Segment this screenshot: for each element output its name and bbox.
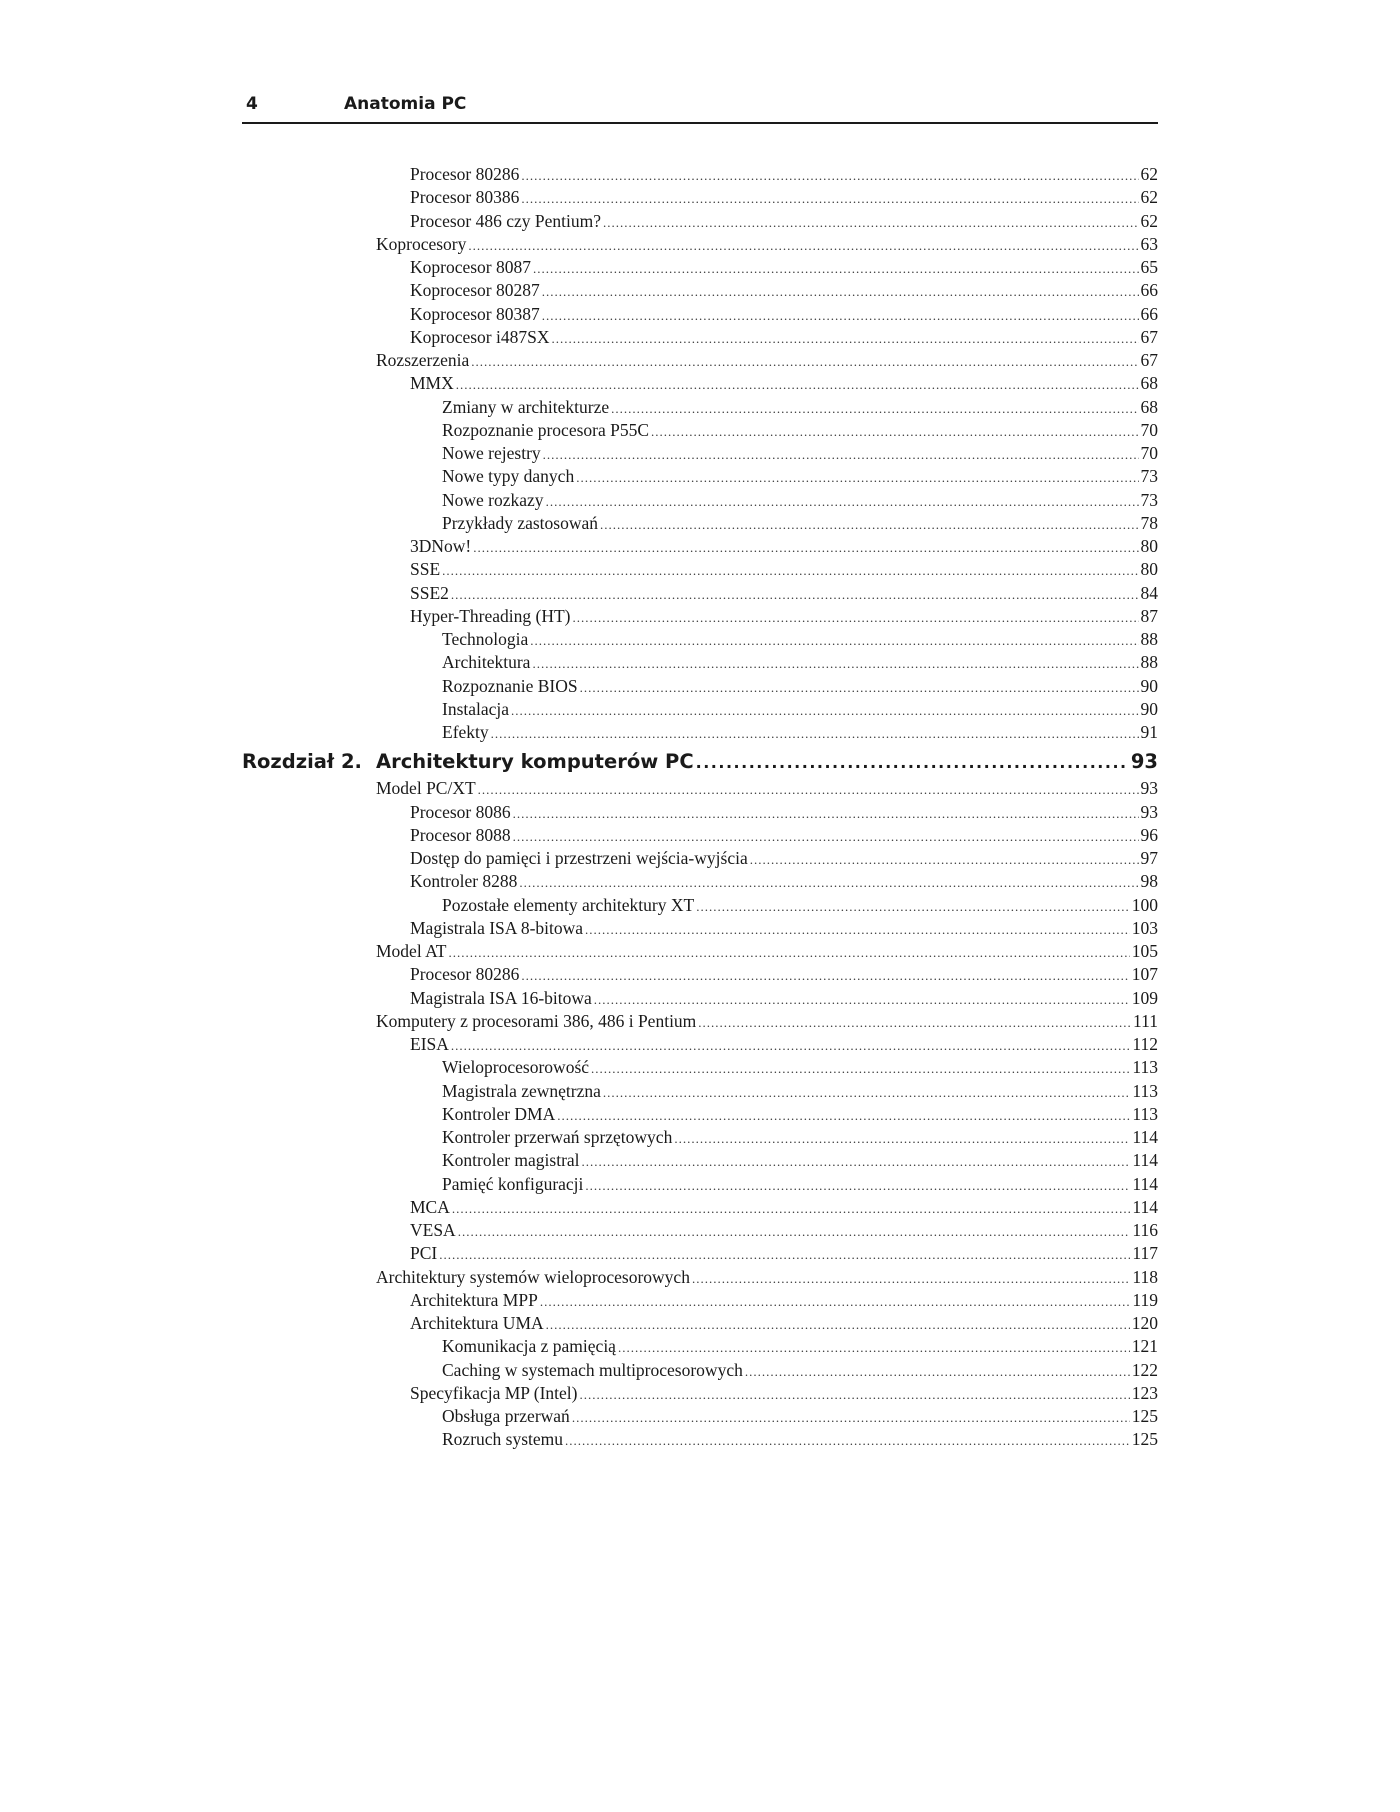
toc-entry-title: EISA [410, 1034, 449, 1054]
toc-entry-title: Rozpoznanie BIOS [442, 675, 578, 696]
toc-entry-page-number: 68 [1140, 396, 1158, 417]
toc-entry-title: Architektury komputerów PC [376, 750, 694, 774]
toc-entry-page-number: 113 [1132, 1057, 1158, 1078]
toc-entry [242, 1242, 1158, 1265]
toc-entry [242, 1056, 1158, 1079]
toc-entry-page-number: 114 [1132, 1196, 1158, 1217]
toc-entry-title: Architektury systemów wieloprocesorowych [376, 1266, 690, 1287]
toc-entry [242, 1312, 1158, 1335]
toc-entry [242, 675, 1158, 698]
dot-leader [513, 802, 1139, 825]
toc-entry-page-number: 62 [1140, 210, 1158, 231]
toc-entry-title: Procesor 80286 [410, 964, 520, 985]
dot-leader [674, 1127, 1130, 1150]
dot-leader [611, 397, 1138, 420]
dot-leader [565, 1429, 1130, 1452]
toc-entry-page-number: 93 [1130, 750, 1158, 774]
dot-leader [468, 234, 1138, 257]
toc-entry-title: Procesor 486 czy Pentium? [410, 210, 601, 231]
dot-leader [696, 749, 1129, 777]
toc-entry-title: Procesor 8086 [410, 801, 511, 822]
toc-entry-page-number: 120 [1131, 1313, 1158, 1333]
toc-entry-title: Komputery z procesorami 386, 486 i Pentium [376, 1010, 697, 1031]
toc-entry-page-number: 78 [1140, 512, 1158, 533]
dot-leader [750, 848, 1139, 871]
toc-entry-title: Kontroler przerwań sprzętowych [442, 1127, 673, 1147]
toc-entry-page-number: 119 [1132, 1289, 1158, 1310]
toc-entry-page-number: 105 [1131, 941, 1158, 961]
toc-entry-page-number: 114 [1132, 1173, 1158, 1194]
toc-entry [242, 1428, 1158, 1451]
toc-entry-page-number: 73 [1140, 466, 1158, 487]
toc-entry-page-number: 66 [1140, 303, 1158, 324]
toc-entry-page-number: 114 [1132, 1150, 1158, 1171]
toc-entry [242, 1335, 1158, 1358]
dot-leader [546, 1313, 1130, 1336]
dot-leader [542, 280, 1139, 303]
toc-entry-page-number: 97 [1140, 848, 1158, 868]
toc-entry-page-number: 88 [1140, 629, 1158, 649]
toc-entry-page-number: 87 [1140, 605, 1158, 626]
toc-entry-page-number: 121 [1131, 1336, 1158, 1357]
toc-entry-title: Specyfikacja MP (Intel) [410, 1382, 578, 1403]
toc-entry-page-number: 67 [1140, 350, 1158, 370]
dot-leader [532, 652, 1138, 675]
toc-entry [242, 721, 1158, 744]
toc-entry [242, 303, 1158, 326]
dot-leader [546, 490, 1139, 513]
toc-entry-title: Wieloprocesorowość [442, 1057, 590, 1078]
toc-entry [242, 1289, 1158, 1312]
toc-entry-page-number: 113 [1132, 1103, 1158, 1124]
toc-entry-page-number: 70 [1140, 443, 1158, 463]
toc-entry-page-number: 66 [1140, 280, 1158, 301]
toc-entry-title: Architektura MPP [410, 1289, 538, 1310]
toc-entry-page-number: 68 [1140, 373, 1158, 394]
dot-leader [451, 583, 1139, 606]
toc-entry-title: Koprocesor 8087 [410, 257, 532, 277]
toc-entry-title: Procesor 8088 [410, 824, 511, 845]
dot-leader [618, 1336, 1130, 1359]
toc-entry [242, 163, 1158, 186]
dot-leader [580, 676, 1139, 699]
dot-leader [651, 420, 1138, 443]
dot-leader [442, 559, 1138, 582]
toc-entry [242, 326, 1158, 349]
toc-entry [242, 1173, 1158, 1196]
toc-entry [242, 847, 1158, 870]
toc-entry [242, 651, 1158, 674]
toc-entry-title: Nowe typy danych [442, 466, 575, 487]
toc-entry-page-number: 111 [1133, 1010, 1158, 1031]
toc-entry [242, 233, 1158, 256]
toc-entry-title: Kontroler 8288 [410, 871, 518, 892]
toc-entry-title: Koprocesor 80287 [410, 280, 540, 301]
toc-entry-title: Nowe rozkazy [442, 489, 544, 510]
dot-leader [692, 1267, 1130, 1290]
dot-leader [521, 187, 1138, 210]
toc-entry-title: Model PC/XT [376, 778, 476, 799]
toc-entry-title: Komunikacja z pamięcią [442, 1336, 616, 1357]
toc-entry-page-number: 88 [1140, 652, 1158, 673]
toc-entry [242, 419, 1158, 442]
toc-entry-page-number: 118 [1132, 1266, 1158, 1287]
dot-leader [473, 536, 1138, 559]
toc-entry-page-number: 65 [1140, 257, 1158, 277]
toc-entry [242, 1219, 1158, 1242]
toc-entry-page-number: 103 [1131, 917, 1158, 938]
dot-leader [521, 164, 1138, 187]
toc-entry [242, 801, 1158, 824]
toc-entry-title: Kontroler magistral [442, 1150, 580, 1171]
toc-entry-page-number: 96 [1140, 824, 1158, 845]
toc-entry [242, 582, 1158, 605]
dot-leader [449, 941, 1130, 964]
toc-entry-page-number: 125 [1131, 1429, 1158, 1450]
dot-leader [451, 1034, 1131, 1057]
toc-entry [242, 987, 1158, 1010]
toc-entry-page-number: 91 [1140, 722, 1158, 742]
toc-entry-page-number: 116 [1132, 1220, 1158, 1240]
dot-leader [594, 988, 1130, 1011]
toc-entry-page-number: 84 [1140, 582, 1158, 603]
dot-leader [452, 1197, 1131, 1220]
toc-entry [242, 489, 1158, 512]
toc-entry-title: Instalacja [442, 698, 510, 719]
toc-entry-title: MMX [410, 373, 454, 394]
toc-entry-title: Technologia [442, 629, 529, 649]
toc-entry-title: Rozszerzenia [376, 350, 470, 370]
toc-entry-title: Obsługa przerwań [442, 1406, 570, 1426]
toc-entry-title: Dostęp do pamięci i przestrzeni wejścia-wyjścia [410, 848, 748, 868]
dot-leader [603, 1081, 1131, 1104]
toc-entry [242, 1382, 1158, 1405]
toc-entry-page-number: 117 [1132, 1243, 1158, 1264]
toc-entry [242, 465, 1158, 488]
dot-leader [533, 257, 1138, 280]
dot-leader [576, 466, 1138, 489]
toc-entry-page-number: 80 [1140, 559, 1158, 580]
toc-entry [242, 1080, 1158, 1103]
toc-chapter-heading [242, 748, 1158, 776]
toc-entry-page-number: 109 [1131, 987, 1158, 1008]
toc-entry [242, 512, 1158, 535]
toc-entry [242, 963, 1158, 986]
toc-entry [242, 1033, 1158, 1056]
toc-entry-page-number: 93 [1140, 801, 1158, 822]
dot-leader [603, 211, 1139, 234]
dot-leader [521, 964, 1129, 987]
toc-entry-title: Kontroler DMA [442, 1103, 556, 1124]
toc-entry-title: Koprocesor i487SX [410, 326, 550, 347]
dot-leader [519, 871, 1138, 894]
toc-entry [242, 349, 1158, 372]
toc-entry [242, 1126, 1158, 1149]
toc-entry [242, 917, 1158, 940]
toc-entry [242, 870, 1158, 893]
toc-entry-title: Architektura UMA [410, 1313, 544, 1333]
toc-entry-page-number: 62 [1140, 164, 1158, 184]
toc-entry [242, 1196, 1158, 1219]
book-title: Anatomia PC [344, 94, 467, 114]
dot-leader [491, 722, 1139, 745]
toc-entry [242, 442, 1158, 465]
toc-entry-page-number: 107 [1131, 964, 1158, 985]
dot-leader [552, 327, 1139, 350]
toc-entry [242, 256, 1158, 279]
toc-entry-page-number: 90 [1140, 675, 1158, 696]
dot-leader [745, 1360, 1130, 1383]
toc-entry [242, 1149, 1158, 1172]
toc-entry [242, 372, 1158, 395]
dot-leader [456, 373, 1139, 396]
toc-entry-page-number: 123 [1131, 1382, 1158, 1403]
toc-entry-title: Nowe rejestry [442, 443, 541, 463]
toc-entry-page-number: 122 [1131, 1359, 1158, 1380]
toc-entry-title: Zmiany w architekturze [442, 396, 610, 417]
toc-entry [242, 186, 1158, 209]
dot-leader [439, 1243, 1130, 1266]
toc-entry-page-number: 73 [1140, 489, 1158, 510]
dot-leader [530, 629, 1138, 652]
toc-entry-title: PCI [410, 1243, 438, 1264]
dot-leader [572, 606, 1138, 629]
dot-leader [471, 350, 1138, 373]
toc-entry-title: SSE [410, 559, 441, 580]
toc-entry [242, 777, 1158, 800]
dot-leader [580, 1383, 1130, 1406]
chapter-label: Rozdział 2. [242, 750, 362, 774]
toc-entry-title: Efekty [442, 722, 489, 742]
toc-entry-page-number: 63 [1140, 233, 1158, 254]
toc-entry [242, 1103, 1158, 1126]
page-number: 4 [246, 94, 258, 114]
dot-leader [582, 1150, 1131, 1173]
dot-leader [600, 513, 1138, 536]
toc-entry-page-number: 98 [1140, 871, 1158, 892]
toc-entry-title: Pozostałe elementy architektury XT [442, 894, 695, 915]
toc-entry-title: Rozpoznanie procesora P55C [442, 419, 650, 440]
toc-entry-title: Magistrala zewnętrzna [442, 1080, 601, 1101]
toc-entry [242, 824, 1158, 847]
dot-leader [478, 778, 1139, 801]
toc-entry-title: Rozruch systemu [442, 1429, 564, 1450]
toc-entry-page-number: 93 [1140, 778, 1158, 799]
toc-entry [242, 210, 1158, 233]
toc-entry-title: Magistrala ISA 16-bitowa [410, 987, 592, 1008]
toc-entry-page-number: 100 [1131, 894, 1158, 915]
toc-entry-page-number: 67 [1140, 326, 1158, 347]
toc-entry-title: SSE2 [410, 582, 449, 603]
toc-entry-page-number: 112 [1132, 1034, 1158, 1054]
dot-leader [543, 443, 1139, 466]
dot-leader [540, 1290, 1131, 1313]
toc-entry [242, 940, 1158, 963]
toc-entry [242, 396, 1158, 419]
toc-entry-title: Koprocesory [376, 233, 467, 254]
toc-entry-title: VESA [410, 1220, 456, 1240]
toc-entry-page-number: 114 [1132, 1127, 1158, 1147]
toc-entry-title: 3DNow! [410, 536, 472, 556]
toc-entry [242, 628, 1158, 651]
dot-leader [511, 699, 1138, 722]
toc-entry-title: Magistrala ISA 8-bitowa [410, 917, 584, 938]
toc-entry [242, 535, 1158, 558]
toc-entry-title: Koprocesor 80387 [410, 303, 540, 324]
dot-leader [696, 895, 1130, 918]
toc-entry-title: Procesor 80386 [410, 187, 520, 208]
toc-entry-title: Pamięć konfiguracji [442, 1173, 584, 1194]
toc-entry-title: Model AT [376, 941, 447, 961]
toc-entry-title: Architektura [442, 652, 531, 673]
toc-entry-title: MCA [410, 1196, 450, 1217]
toc-entry-page-number: 113 [1132, 1080, 1158, 1101]
dot-leader [585, 1174, 1130, 1197]
toc-entry [242, 698, 1158, 721]
toc-entry-page-number: 125 [1131, 1406, 1158, 1426]
dot-leader [572, 1406, 1130, 1429]
toc-entry [242, 605, 1158, 628]
toc-entry [242, 1266, 1158, 1289]
toc-entry [242, 1359, 1158, 1382]
dot-leader [542, 304, 1139, 327]
toc-entry-page-number: 62 [1140, 187, 1158, 208]
toc-entry [242, 1405, 1158, 1428]
toc-entry-page-number: 80 [1140, 536, 1158, 556]
toc-entry-title: Caching w systemach multiprocesorowych [442, 1359, 743, 1380]
dot-leader [458, 1220, 1131, 1243]
toc-entry-title: Przykłady zastosowań [442, 512, 599, 533]
toc-entry [242, 279, 1158, 302]
dot-leader [557, 1104, 1130, 1127]
toc-entry-title: Procesor 80286 [410, 164, 520, 184]
table-of-contents [242, 163, 1158, 1452]
running-header [242, 92, 1158, 124]
dot-leader [513, 825, 1139, 848]
toc-entry [242, 558, 1158, 581]
dot-leader [585, 918, 1130, 941]
toc-entry-page-number: 90 [1140, 698, 1158, 719]
toc-entry-title: Hyper-Threading (HT) [410, 605, 571, 626]
toc-entry [242, 1010, 1158, 1033]
dot-leader [591, 1057, 1130, 1080]
dot-leader [698, 1011, 1131, 1034]
toc-entry [242, 894, 1158, 917]
toc-entry-page-number: 70 [1140, 419, 1158, 440]
